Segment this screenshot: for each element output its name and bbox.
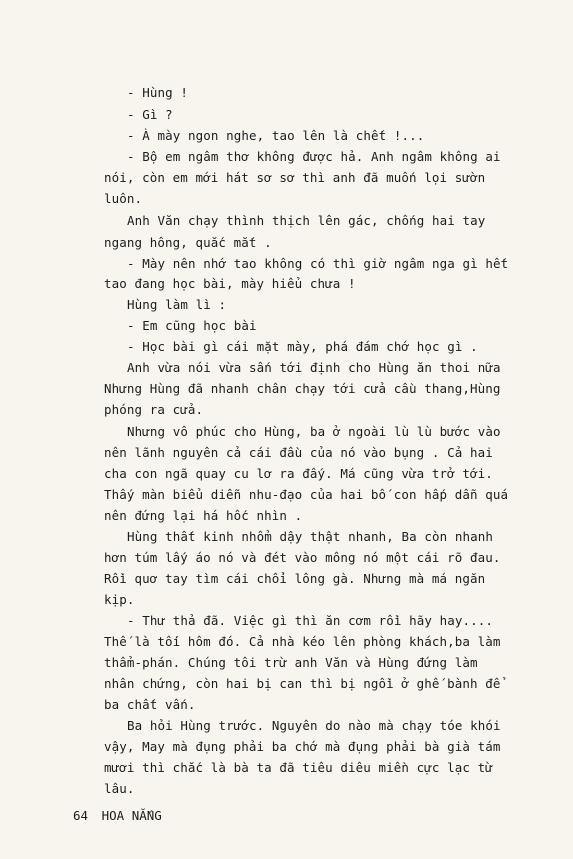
text-line: Nhưng vô phúc cho Hùng, ba ở ngoài lù lù bước vào: [127, 424, 501, 439]
text-line: - À mày ngon nghe, tao lên là chết !...: [127, 128, 425, 143]
text-line: Ba hỏi Hùng trước. Nguyên do nào mà chạy tóe khói: [127, 718, 501, 733]
text-line: nói, còn em mới hát sơ sơ thì anh đã muốn lọi sườn: [104, 170, 486, 185]
text-line: phóng ra cửa.: [104, 402, 204, 417]
text-line: Thế là tối hôm đó. Cả nhà kéo lên phòng khách,ba làm: [104, 634, 501, 649]
text-line: kịp.: [104, 592, 135, 607]
text-line: Nhưng Hùng đã nhanh chân chạy tới cửa cầu thang,Hùng: [104, 381, 501, 396]
text-line: - Em cũng học bài: [127, 318, 257, 333]
text-line: - Gì ?: [127, 107, 173, 122]
text-line: Hùng làm lì :: [127, 297, 227, 312]
page-number: 64: [73, 808, 89, 823]
text-line: hơn túm lấy áo nó và đét vào mông nó một cái rõ đau.: [104, 550, 501, 565]
text-line: nên đứng lại há hốc nhìn .: [104, 508, 303, 523]
text-line: mươi thì chắc là bà ta đã tiêu diêu miền cực lạc từ: [104, 760, 493, 775]
text-line: - Học bài gì cái mặt mày, phá đám chớ học gì .: [127, 339, 478, 354]
text-line: thẩm-phán. Chúng tôi trừ anh Văn và Hùng đứng làm: [104, 655, 478, 670]
text-line: Anh vừa nói vừa sấn tới định cho Hùng ăn thoi nữa: [127, 360, 501, 375]
text-line: luôn.: [104, 191, 143, 206]
text-line: Rồi quơ tay tìm cái chổi lông gà. Nhưng mà má ngăn: [104, 571, 486, 586]
text-line: - Bộ em ngâm thơ không được hả. Anh ngâm không ai: [127, 149, 501, 164]
text-line: vậy, May mà đụng phải ba chớ mà đụng phải bà già tám: [104, 739, 501, 754]
text-line: tao đang học bài, mày hiểu chưa !: [104, 276, 356, 291]
text-line: Hùng thất kinh nhổm dậy thật nhanh, Ba còn nhanh: [127, 529, 494, 544]
text-line: lâu.: [104, 781, 135, 796]
text-line: ba chất vấn.: [104, 697, 196, 712]
text-line: nên lãnh nguyên cả cái đầu của nó vào bụng . Cả hai: [104, 445, 493, 460]
text-line: - Hùng !: [127, 85, 189, 100]
text-line: nhân chứng, còn hai bị can thì bị ngồi ở ghế bành để: [104, 676, 501, 691]
text-line: Thấy màn biểu diễn nhu-đạo của hai bố con hấp dẫn quá: [104, 487, 509, 502]
text-line: - Thư thả đã. Việc gì thì ăn cơm rồi hãy hay....: [127, 613, 494, 628]
text-line: Anh Văn chạy thình thịch lên gác, chống hai tay: [127, 213, 486, 228]
book-title: HOA NẮNG: [101, 808, 162, 823]
text-line: ngang hông, quắc mắt .: [104, 235, 272, 250]
text-line: - Mày nên nhớ tao không có thì giờ ngâm nga gì hết: [127, 256, 509, 271]
text-line: cha con ngã quay cu lơ ra đấy. Má cũng vừa trở tới.: [104, 466, 493, 481]
page-footer: [73, 808, 162, 823]
